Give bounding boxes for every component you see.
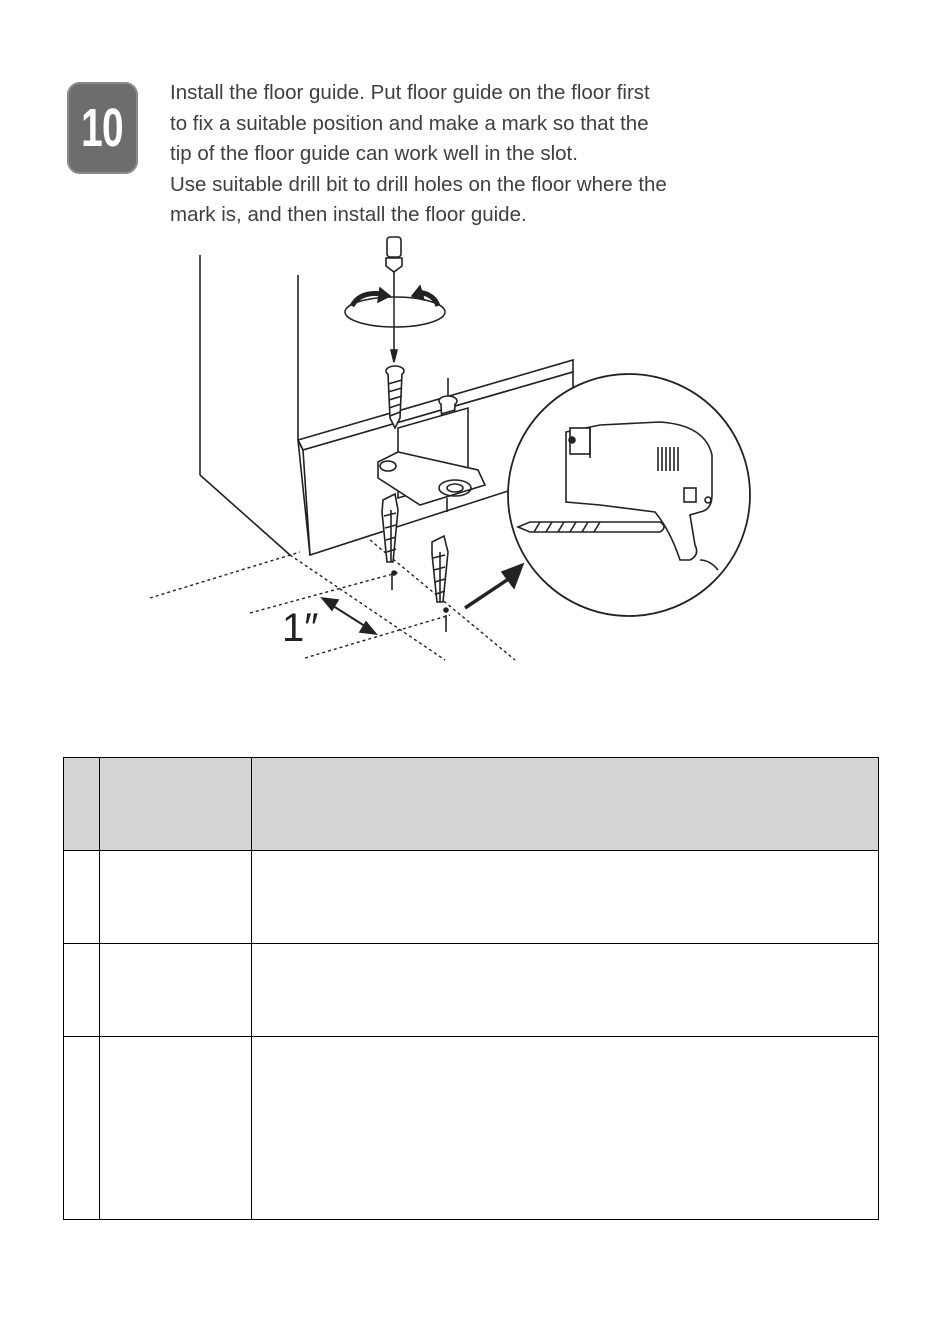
floor-guide-installation-diagram (140, 235, 780, 675)
table-cell (100, 1037, 252, 1220)
table-header-cell (64, 758, 100, 851)
dimension-arrow (322, 598, 376, 634)
table-cell (100, 944, 252, 1037)
instruction-text (170, 78, 750, 231)
table-row (64, 851, 879, 944)
table-cell (252, 1037, 879, 1220)
instruction-line: tip of the floor guide can work well in the slot. (170, 142, 578, 165)
table-cell (64, 944, 100, 1037)
table-header-cell (100, 758, 252, 851)
table-header-cell (252, 758, 879, 851)
rotation-arrows-icon (345, 286, 445, 327)
dimension-label: 1″ (282, 606, 319, 650)
instruction-line: Use suitable drill bit to drill holes on the floor where the (170, 172, 667, 196)
instruction-line: to fix a suitable position and make a mark so that the (170, 111, 649, 135)
table-row (64, 1037, 879, 1220)
table-header-row (64, 758, 879, 851)
instruction-line: Install the floor guide. Put floor guide on the floor first (170, 81, 650, 104)
table-cell (64, 1037, 100, 1220)
table-row (64, 944, 879, 1037)
step-number: 10 (81, 98, 124, 158)
direction-arrow-icon (465, 564, 523, 608)
specification-table (63, 757, 879, 1220)
table-cell (252, 851, 879, 944)
table-cell (64, 851, 100, 944)
table-cell (100, 851, 252, 944)
instruction-line: mark is, and then install the floor guide. (170, 203, 527, 226)
table-cell (252, 944, 879, 1037)
step-number-badge (67, 82, 138, 174)
drill-bit-icon (518, 522, 664, 532)
